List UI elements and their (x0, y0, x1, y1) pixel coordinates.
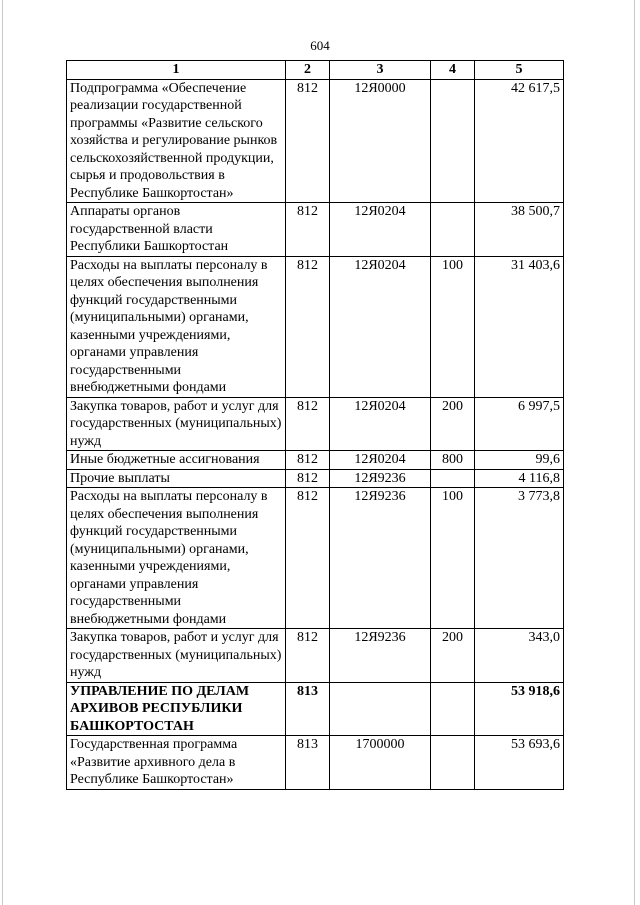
row-name-cell: Государственная программа «Развитие архивного дела в Республике Башкортостан» (67, 736, 286, 790)
row-name-cell: Закупка товаров, работ и услуг для государственных (муниципальных) нужд (67, 397, 286, 451)
row-article-cell: 12Я0204 (330, 203, 431, 257)
row-name-cell: Иные бюджетные ассигнования (67, 451, 286, 470)
table-row (67, 451, 564, 470)
row-name-cell: Подпрограмма «Обеспечение реализации государственной программы «Развитие сельского хозяйства и регулирование рынков сельскохозяйственной продукции, сырья и продовольствия в Республике Башкортостан» (67, 79, 286, 203)
row-code-cell: 812 (286, 629, 330, 683)
row-name-cell: Закупка товаров, работ и услуг для государственных (муниципальных) нужд (67, 629, 286, 683)
page-number: 604 (310, 38, 330, 53)
column-header: 1 (67, 61, 286, 80)
row-article-cell: 12Я0204 (330, 397, 431, 451)
budget-table (66, 60, 564, 790)
row-code-cell: 812 (286, 397, 330, 451)
row-code-cell: 812 (286, 488, 330, 629)
scan-edge-right (634, 0, 635, 905)
table-row (67, 736, 564, 790)
row-code-cell: 812 (286, 79, 330, 203)
row-type-cell: 800 (431, 451, 475, 470)
table-row (67, 79, 564, 203)
table-row (67, 203, 564, 257)
row-article-cell: 12Я0204 (330, 451, 431, 470)
row-code-cell: 812 (286, 469, 330, 488)
column-header: 3 (330, 61, 431, 80)
row-article-cell: 12Я0000 (330, 79, 431, 203)
column-header: 2 (286, 61, 330, 80)
row-amount-cell: 53 918,6 (475, 682, 564, 736)
table-row (67, 469, 564, 488)
row-code-cell: 812 (286, 203, 330, 257)
row-amount-cell: 42 617,5 (475, 79, 564, 203)
row-amount-cell: 99,6 (475, 451, 564, 470)
row-name-cell: Аппараты органов государственной власти Республики Башкортостан (67, 203, 286, 257)
row-name-cell: УПРАВЛЕНИЕ ПО ДЕЛАМ АРХИВОВ РЕСПУБЛИКИ БАШКОРТОСТАН (67, 682, 286, 736)
row-amount-cell: 31 403,6 (475, 256, 564, 397)
row-amount-cell: 38 500,7 (475, 203, 564, 257)
row-amount-cell: 3 773,8 (475, 488, 564, 629)
row-type-cell: 100 (431, 256, 475, 397)
row-article-cell: 12Я9236 (330, 488, 431, 629)
row-code-cell: 812 (286, 256, 330, 397)
row-type-cell (431, 469, 475, 488)
row-type-cell (431, 79, 475, 203)
row-type-cell: 200 (431, 629, 475, 683)
row-type-cell (431, 203, 475, 257)
table-row (67, 488, 564, 629)
row-name-cell: Расходы на выплаты персоналу в целях обеспечения выполнения функций государственными (муниципальными) органами, казенными учреждениями, органами управления государственными внебюджетными фондами (67, 488, 286, 629)
row-name-cell: Прочие выплаты (67, 469, 286, 488)
table-row (67, 397, 564, 451)
row-amount-cell: 4 116,8 (475, 469, 564, 488)
row-article-cell: 12Я0204 (330, 256, 431, 397)
row-amount-cell: 6 997,5 (475, 397, 564, 451)
scan-edge-left (2, 0, 3, 905)
row-code-cell: 813 (286, 682, 330, 736)
table-row (67, 629, 564, 683)
table-header-row (67, 61, 564, 80)
row-article-cell: 1700000 (330, 736, 431, 790)
table-row (67, 256, 564, 397)
table-body (67, 79, 564, 789)
column-header: 5 (475, 61, 564, 80)
row-type-cell: 200 (431, 397, 475, 451)
row-type-cell (431, 736, 475, 790)
row-article-cell: 12Я9236 (330, 469, 431, 488)
table-row (67, 682, 564, 736)
row-amount-cell: 53 693,6 (475, 736, 564, 790)
row-article-cell (330, 682, 431, 736)
row-type-cell (431, 682, 475, 736)
row-article-cell: 12Я9236 (330, 629, 431, 683)
row-type-cell: 100 (431, 488, 475, 629)
row-name-cell: Расходы на выплаты персоналу в целях обеспечения выполнения функций государственными (муниципальными) органами, казенными учреждениями, органами управления государственными внебюджетными фондами (67, 256, 286, 397)
column-header: 4 (431, 61, 475, 80)
row-code-cell: 813 (286, 736, 330, 790)
row-amount-cell: 343,0 (475, 629, 564, 683)
row-code-cell: 812 (286, 451, 330, 470)
